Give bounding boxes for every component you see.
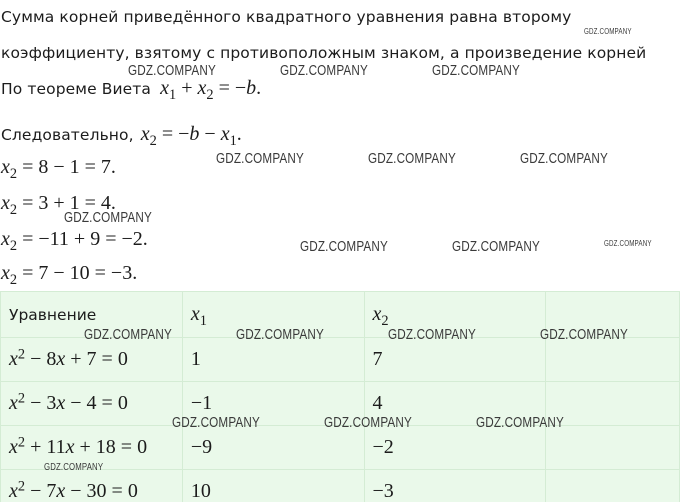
- watermark: GDZ.COMPANY: [44, 462, 104, 473]
- watermark: GDZ.COMPANY: [452, 238, 540, 255]
- watermark: GDZ.COMPANY: [520, 150, 608, 167]
- watermark: GDZ.COMPANY: [432, 62, 520, 79]
- cell-x2: −2: [364, 426, 546, 470]
- conseq-line: [1, 123, 242, 150]
- cell-empty: [546, 426, 680, 470]
- table-row: [1, 338, 680, 382]
- cell-equation: $x^2 + 11x + 18 = 0$: [1, 426, 183, 470]
- watermark: GDZ.COMPANY: [300, 238, 388, 255]
- watermark: GDZ.COMPANY: [84, 326, 172, 343]
- cell-x2: 7: [364, 338, 546, 382]
- watermark: GDZ.COMPANY: [540, 326, 628, 343]
- header-x2: $x_2$: [364, 292, 546, 338]
- paragraph-line-1: Сумма корней приведённого квадратного уравнения равна второму: [1, 8, 572, 26]
- cell-equation: $x^2 - 8x + 7 = 0$: [1, 338, 183, 382]
- cell-x2: 4: [364, 382, 546, 426]
- vieta-prefix: По теореме Виета: [1, 80, 152, 98]
- header-x1: $x_1$: [182, 292, 364, 338]
- watermark: GDZ.COMPANY: [236, 326, 324, 343]
- cell-x2: −3: [364, 470, 546, 502]
- cell-x1: 10: [182, 470, 364, 502]
- paragraph-line-2: коэффициенту, взятому с противоположным знаком, а произведение корней: [1, 44, 647, 62]
- watermark: GDZ.COMPANY: [388, 326, 476, 343]
- conseq-prefix: Следовательно,: [1, 126, 134, 144]
- cell-x1: 1: [182, 338, 364, 382]
- table-row: [1, 470, 680, 502]
- vieta-formula: $x_1 + x_2 = -b$.: [160, 77, 262, 104]
- watermark: GDZ.COMPANY: [324, 414, 412, 431]
- watermark: GDZ.COMPANY: [172, 414, 260, 431]
- equation-1: $x_2 = 8 - 1 = 7$.: [1, 156, 116, 183]
- cell-equation: $x^2 - 3x - 4 = 0$: [1, 382, 183, 426]
- vieta-line: [1, 77, 262, 104]
- equation-2: $x_2 = 3 + 1 = 4$.: [1, 192, 116, 219]
- watermark: GDZ.COMPANY: [368, 150, 456, 167]
- cell-x1: −1: [182, 382, 364, 426]
- cell-empty: [546, 338, 680, 382]
- watermark: GDZ.COMPANY: [64, 209, 152, 226]
- watermark: GDZ.COMPANY: [280, 62, 368, 79]
- equation-3: $x_2 = -11 + 9 = -2$.: [1, 228, 148, 255]
- watermark: GDZ.COMPANY: [216, 150, 304, 167]
- cell-empty: [546, 382, 680, 426]
- watermark: GDZ.COMPANY: [604, 239, 652, 248]
- conseq-formula: $x_2 = -b - x_1$.: [140, 123, 242, 150]
- watermark: GDZ.COMPANY: [584, 27, 632, 36]
- watermark: GDZ.COMPANY: [128, 62, 216, 79]
- cell-equation: $x^2 - 7x - 30 = 0$: [1, 470, 183, 502]
- cell-x1: −9: [182, 426, 364, 470]
- cell-empty: [546, 470, 680, 502]
- watermark: GDZ.COMPANY: [476, 414, 564, 431]
- equation-4: $x_2 = 7 - 10 = -3$.: [1, 262, 138, 289]
- header-equation: Уравнение: [1, 292, 183, 338]
